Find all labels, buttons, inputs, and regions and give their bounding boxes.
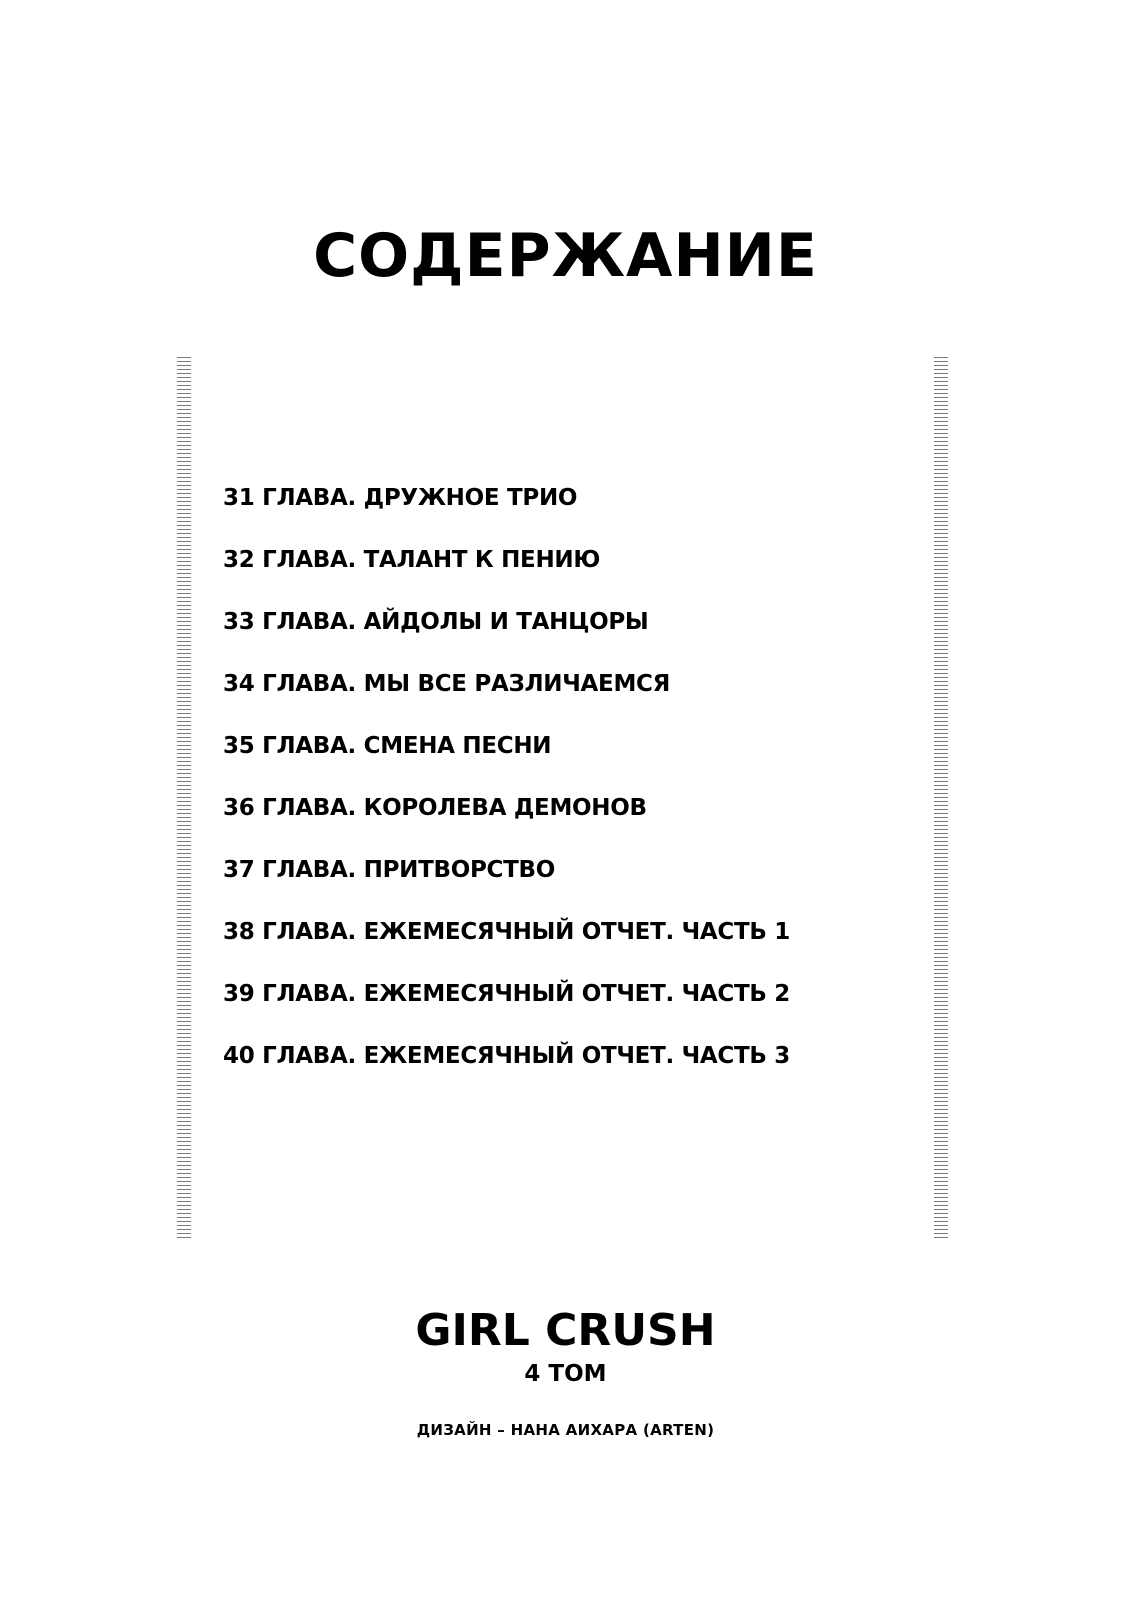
toc-item[interactable] [223,1041,790,1103]
toc-item[interactable] [223,731,790,793]
toc-item[interactable] [223,483,790,545]
toc-item-label: 39 ГЛАВА. ЕЖЕМЕСЯЧНЫЙ ОТЧЕТ. ЧАСТЬ 2 [223,981,791,1007]
right-ruler-decoration [934,357,948,1241]
toc-item-label: 31 ГЛАВА. ДРУЖНОЕ ТРИО [223,485,578,511]
toc-item[interactable] [223,793,790,855]
volume-label: 4 ТОМ [524,1361,607,1387]
toc-item-label: 32 ГЛАВА. ТАЛАНТ К ПЕНИЮ [223,547,601,573]
toc-item[interactable] [223,855,790,917]
toc-item-label: 37 ГЛАВА. ПРИТВОРСТВО [223,857,555,883]
toc-item-label: 40 ГЛАВА. ЕЖЕМЕСЯЧНЫЙ ОТЧЕТ. ЧАСТЬ 3 [223,1043,791,1069]
toc-item-label: 36 ГЛАВА. КОРОЛЕВА ДЕМОНОВ [223,795,647,821]
toc-item-label: 34 ГЛАВА. МЫ ВСЕ РАЗЛИЧАЕМСЯ [223,671,671,697]
toc-item[interactable] [223,669,790,731]
toc-item[interactable] [223,979,790,1041]
table-of-contents [223,483,790,1103]
design-credit: ДИЗАЙН – НАНА АИХАРА (ARTEN) [416,1421,715,1439]
book-title: GIRL CRUSH [415,1305,716,1356]
toc-item[interactable] [223,545,790,607]
toc-item[interactable] [223,607,790,669]
toc-item-label: 33 ГЛАВА. АЙДОЛЫ И ТАНЦОРЫ [223,609,649,635]
toc-item-label: 38 ГЛАВА. ЕЖЕМЕСЯЧНЫЙ ОТЧЕТ. ЧАСТЬ 1 [223,919,791,945]
left-ruler-decoration [177,357,191,1241]
page-title: СОДЕРЖАНИЕ [313,221,818,291]
toc-item-label: 35 ГЛАВА. СМЕНА ПЕСНИ [223,733,552,759]
toc-item[interactable] [223,917,790,979]
